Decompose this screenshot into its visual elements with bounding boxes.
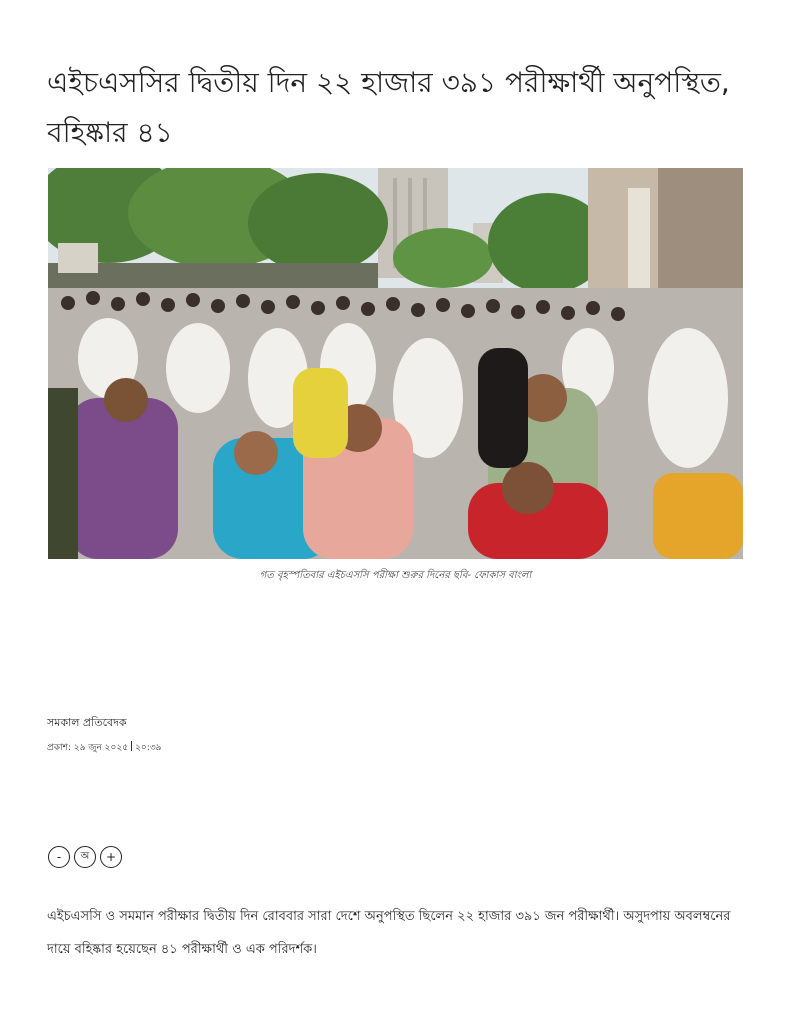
publish-date: প্রকাশ: ২৯ জুন ২০২৫ — [47, 743, 129, 753]
article-photo — [48, 168, 743, 559]
font-reset-label: অ — [80, 851, 90, 862]
publish-separator — [131, 741, 132, 751]
article-body: এইচএসসি ও সমমান পরীক্ষার দ্বিতীয় দিন রোববার সারা দেশে অনুপস্থিত ছিলেন ২২ হাজার ৩৯১ জন পরীক্ষার্থী। অসুদপায় অবলম্বনের দায়ে বহিষ্কার হয়েছেন ৪১ পরীক্ষার্থী ও এক পরিদর্শক। — [47, 909, 731, 957]
image-caption: গত বৃহস্পতিবার এইচএসসি পরীক্ষা শুরুর দিনের ছবি- ফোকাস বাংলা — [259, 570, 532, 581]
minus-icon: - — [56, 850, 62, 864]
plus-icon: + — [105, 850, 117, 864]
font-reset-button[interactable] — [74, 846, 96, 868]
publish-info — [47, 740, 162, 755]
article-headline: এইচএসসির দ্বিতীয় দিন ২২ হাজার ৩৯১ পরীক্ষার্থী অনুপস্থিত, বহিষ্কার ৪১ — [47, 66, 730, 149]
font-size-controls — [48, 846, 122, 868]
author-name[interactable]: সমকাল প্রতিবেদক — [47, 716, 127, 729]
font-increase-button[interactable] — [100, 846, 122, 868]
publish-time: ২০:৩৯ — [135, 743, 162, 753]
font-decrease-button[interactable] — [48, 846, 70, 868]
